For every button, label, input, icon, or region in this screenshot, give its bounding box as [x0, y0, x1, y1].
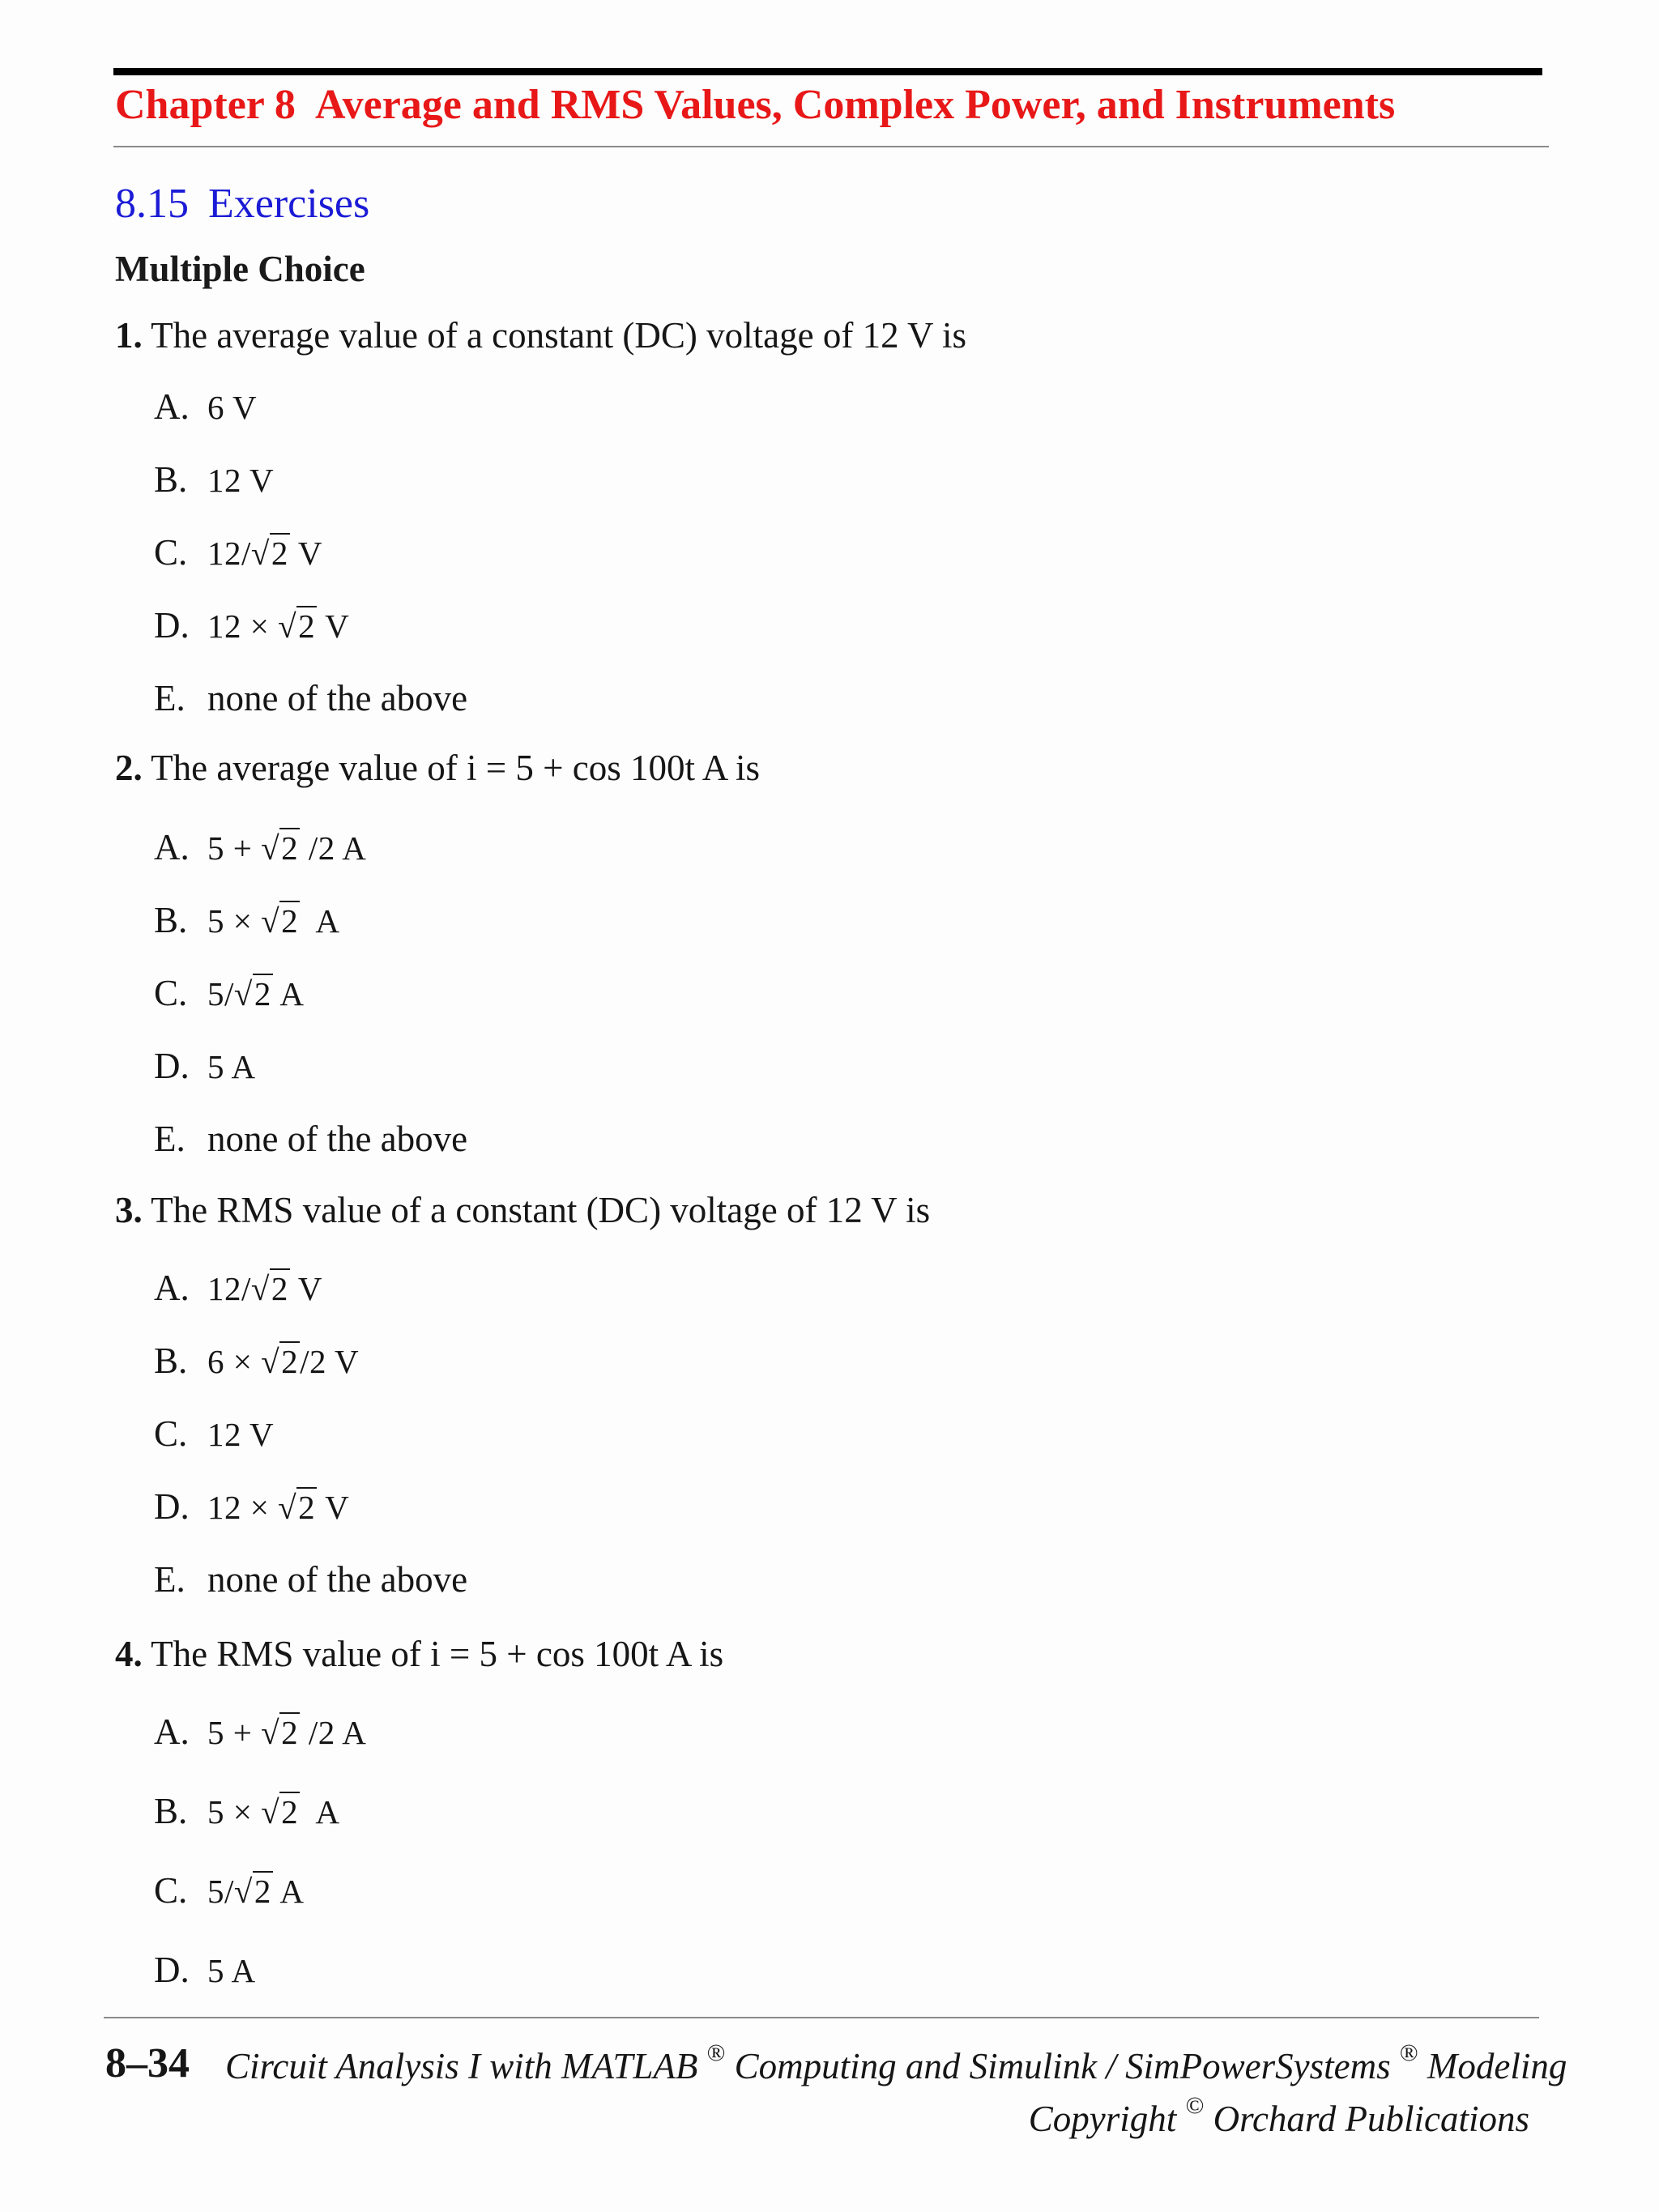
- radicand: 2: [281, 1714, 299, 1751]
- radicand: 2: [281, 902, 299, 940]
- registered-mark-2: ®: [1399, 2039, 1418, 2066]
- option-value: 5 +: [207, 829, 262, 867]
- radicand: 2: [281, 1793, 299, 1831]
- question-text: The average value of i = 5 + cos 100t A is: [142, 748, 761, 788]
- copyright-symbol: ©: [1185, 2092, 1205, 2119]
- option-3-a: [154, 1267, 322, 1309]
- registered-mark: ®: [706, 2039, 726, 2066]
- option-2-a: [154, 826, 366, 868]
- option-1-a: [154, 386, 257, 428]
- copyright-line: [1028, 2092, 1529, 2140]
- book-title: [225, 2039, 1567, 2087]
- square-root: [261, 829, 300, 867]
- section-number: 8.15: [115, 181, 189, 227]
- question-4: [115, 1633, 723, 1675]
- question-number: 1.: [115, 315, 143, 356]
- radical-sign-icon: √: [261, 1714, 280, 1751]
- radical-sign-icon: √: [261, 1793, 280, 1831]
- square-root: [261, 1713, 300, 1752]
- option-4-a: [154, 1711, 366, 1753]
- option-value: 12 ×: [207, 607, 279, 645]
- radicand: 2: [281, 829, 299, 867]
- option-value: 12 V: [207, 1416, 275, 1453]
- radical-sign-icon: √: [233, 975, 253, 1012]
- option-label: C.: [154, 973, 188, 1013]
- option-label: A.: [154, 827, 190, 867]
- option-value: 5 ×: [207, 1793, 262, 1831]
- radical-sign-icon: √: [250, 1270, 270, 1307]
- question-number: 3.: [115, 1190, 143, 1230]
- radicand: 2: [281, 1343, 299, 1380]
- option-3-c: [154, 1413, 274, 1455]
- radicand: 2: [298, 607, 316, 645]
- radical-sign-icon: √: [233, 1873, 253, 1910]
- square-root: [278, 1488, 317, 1527]
- square-root: [261, 901, 300, 940]
- option-label: C.: [154, 1413, 188, 1454]
- option-label: D.: [154, 1950, 190, 1990]
- option-value: 5 ×: [207, 902, 262, 940]
- question-text: The RMS value of i = 5 + cos 100t A is: [142, 1634, 724, 1674]
- book-title-part-3: Modeling: [1418, 2046, 1567, 2086]
- option-label: B.: [154, 1791, 188, 1831]
- option-unit: V: [317, 607, 350, 645]
- option-3-e: [154, 1558, 467, 1600]
- option-label: B.: [154, 459, 188, 500]
- option-label: B.: [154, 1340, 188, 1381]
- option-1-d: [154, 604, 349, 646]
- book-title-part-2: Computing and Simulink / SimPowerSystems: [725, 2046, 1391, 2086]
- option-value: 5 +: [207, 1714, 262, 1751]
- question-2: [115, 747, 760, 789]
- square-root: [234, 974, 273, 1013]
- option-2-b: [154, 899, 340, 941]
- option-value: 5/: [207, 1873, 234, 1910]
- section-title: Exercises: [208, 181, 370, 227]
- chapter-heading: [115, 81, 1395, 129]
- option-label: D.: [154, 1486, 190, 1527]
- option-3-d: [154, 1485, 349, 1528]
- publisher: Orchard Publications: [1204, 2099, 1529, 2139]
- radical-sign-icon: √: [261, 902, 280, 940]
- copyright-word: Copyright: [1028, 2099, 1177, 2139]
- option-label: C.: [154, 1870, 188, 1911]
- chapter-title: Average and RMS Values, Complex Power, and Instruments: [314, 82, 1396, 128]
- option-value: 12/: [207, 1270, 251, 1307]
- square-root: [251, 534, 290, 573]
- option-value: 6 V: [207, 389, 258, 426]
- option-label: D.: [154, 1046, 190, 1086]
- option-value: 5/: [207, 975, 234, 1012]
- square-root: [251, 1269, 290, 1308]
- radicand: 2: [298, 1489, 316, 1526]
- option-label: E.: [154, 678, 186, 718]
- top-rule: [113, 68, 1542, 75]
- option-value: 5 A: [207, 1048, 256, 1085]
- option-2-c: [154, 972, 305, 1014]
- radical-sign-icon: √: [250, 535, 270, 572]
- option-value: 12 V: [207, 462, 275, 499]
- option-value: 12 ×: [207, 1489, 279, 1526]
- option-1-e: [154, 677, 467, 719]
- option-unit: V: [317, 1489, 350, 1526]
- option-2-d: [154, 1045, 256, 1087]
- radicand: 2: [254, 975, 271, 1012]
- question-text: The average value of a constant (DC) voltage of 12 V is: [142, 315, 966, 356]
- radical-sign-icon: √: [261, 1343, 280, 1380]
- option-value: none of the above: [207, 1559, 468, 1600]
- option-4-b: [154, 1790, 340, 1832]
- option-value: 12/: [207, 535, 251, 572]
- option-label: A.: [154, 1268, 190, 1308]
- option-unit: A: [272, 1873, 305, 1910]
- square-root: [278, 607, 317, 646]
- question-number: 2.: [115, 748, 143, 788]
- option-unit: A: [300, 902, 340, 940]
- radicand: 2: [271, 535, 288, 572]
- option-4-d: [154, 1949, 256, 1991]
- option-unit: A: [300, 1793, 340, 1831]
- question-text: The RMS value of a constant (DC) voltage of 12 V is: [142, 1190, 931, 1230]
- option-unit: /2 A: [300, 829, 367, 867]
- option-1-c: [154, 531, 322, 573]
- option-label: B.: [154, 900, 188, 940]
- option-label: A.: [154, 1711, 190, 1752]
- option-unit: /2 A: [300, 1714, 367, 1751]
- option-unit: V: [289, 1270, 323, 1307]
- option-value: none of the above: [207, 1119, 468, 1159]
- radical-sign-icon: √: [278, 1489, 297, 1526]
- option-label: A.: [154, 386, 190, 427]
- subheading-multiple-choice: Multiple Choice: [115, 249, 365, 289]
- book-title-part-1: Circuit Analysis I with MATLAB: [225, 2046, 698, 2086]
- option-value: none of the above: [207, 678, 468, 718]
- question-3: [115, 1189, 930, 1231]
- radical-sign-icon: √: [261, 829, 280, 867]
- chapter-label: Chapter 8: [115, 82, 296, 128]
- footer-divider: [104, 2017, 1539, 2018]
- option-3-b: [154, 1340, 359, 1382]
- radical-sign-icon: √: [278, 607, 297, 645]
- option-2-e: [154, 1118, 467, 1160]
- square-root: [261, 1342, 300, 1381]
- square-root: [234, 1872, 273, 1911]
- option-value: 5 A: [207, 1952, 256, 1989]
- section-heading: [115, 180, 369, 228]
- option-value: 6 ×: [207, 1343, 262, 1380]
- option-label: E.: [154, 1119, 186, 1159]
- option-unit: V: [289, 535, 323, 572]
- option-unit: /2 V: [300, 1343, 360, 1380]
- header-divider: [113, 146, 1549, 147]
- option-label: C.: [154, 532, 188, 573]
- question-1: [115, 314, 966, 356]
- option-unit: A: [272, 975, 305, 1012]
- radicand: 2: [254, 1873, 271, 1910]
- page-number: 8–34: [105, 2040, 190, 2086]
- square-root: [261, 1792, 300, 1831]
- option-1-b: [154, 458, 274, 501]
- radicand: 2: [271, 1270, 288, 1307]
- question-number: 4.: [115, 1634, 143, 1674]
- option-4-c: [154, 1869, 305, 1912]
- option-label: E.: [154, 1559, 186, 1600]
- option-label: D.: [154, 605, 190, 646]
